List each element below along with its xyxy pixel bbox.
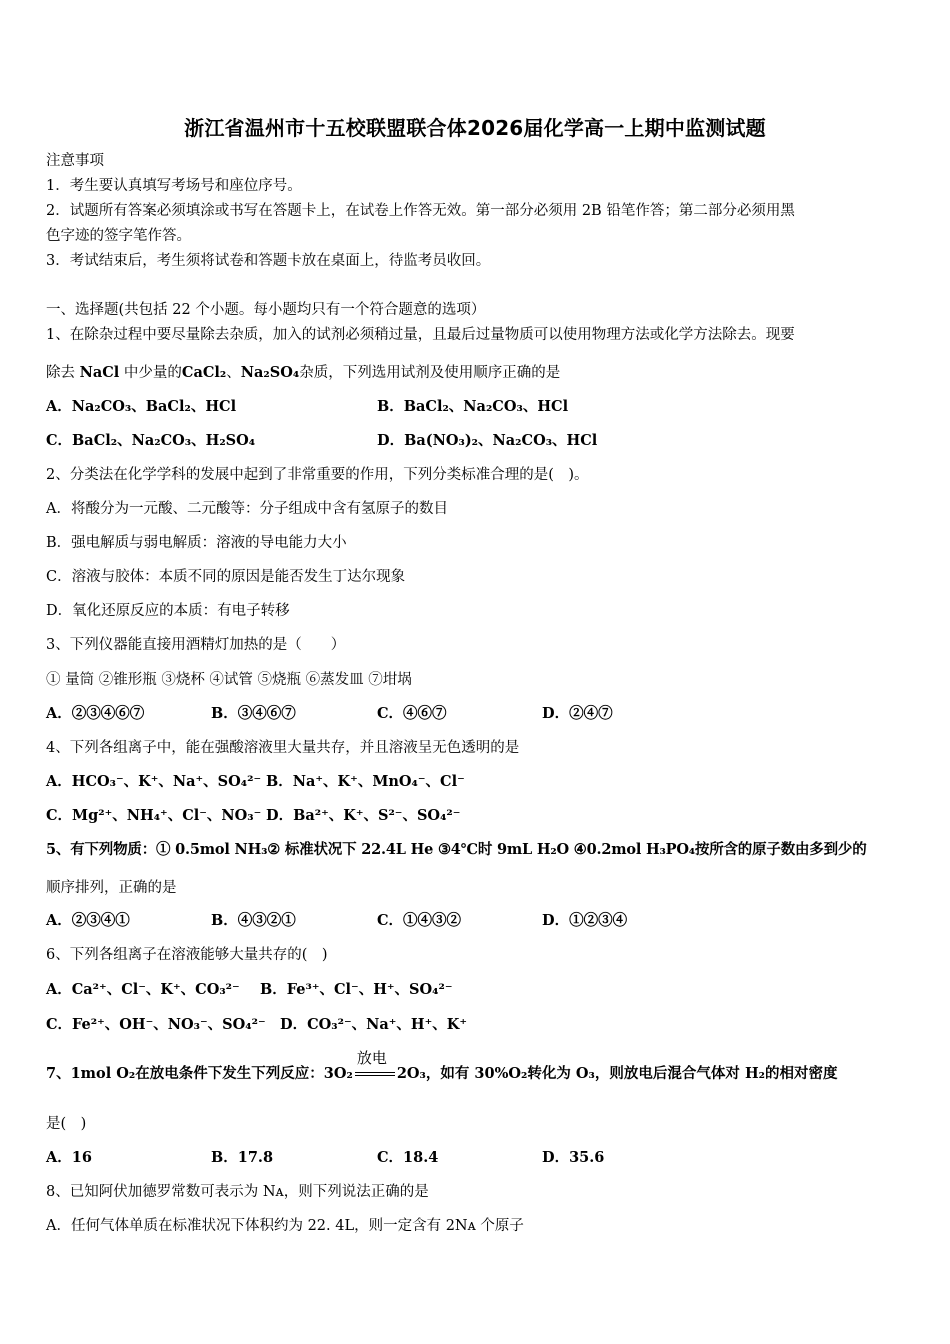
q1-stem-a: 1、在除杂过程中要尽量除去杂质，加入的试剂必须稍过量，且最后过量物质可以使用物理方法或化学方法除去。现要 bbox=[46, 327, 795, 343]
q5-option-b: B．④③②① bbox=[211, 912, 296, 929]
note-2b: 色字迹的签字笔作答。 bbox=[46, 228, 191, 244]
q7-option-d: D．35.6 bbox=[542, 1149, 605, 1166]
q3-option-a: A．②③④⑥⑦ bbox=[46, 705, 145, 722]
q4-option-b: B．Na⁺、K⁺、MnO₄⁻、Cl⁻ bbox=[266, 773, 465, 790]
q8-option-a: A．任何气体单质在标准状况下体积约为 22. 4L，则一定含有 2Nᴀ 个原子 bbox=[46, 1218, 524, 1234]
q4-option-c: C．Mg²⁺、NH₄⁺、Cl⁻、NO₃⁻ bbox=[46, 807, 262, 824]
q7-option-c: C．18.4 bbox=[377, 1149, 439, 1166]
q2-option-c: C．溶液与胶体：本质不同的原因是能否发生丁达尔现象 bbox=[46, 569, 406, 585]
q6-option-b: B．Fe³⁺、Cl⁻、H⁺、SO₄²⁻ bbox=[260, 981, 453, 998]
q8-stem: 8、已知阿伏加德罗常数可表示为 Nᴀ，则下列说法正确的是 bbox=[46, 1184, 429, 1200]
notes-heading: 注意事项 bbox=[46, 153, 104, 169]
formula-na2so4: Na₂SO₄ bbox=[240, 364, 300, 381]
q1-stem-b-mid2: 杂质，下列选用试剂及使用顺序正确的是 bbox=[299, 365, 561, 381]
formula-nacl: NaCl bbox=[79, 364, 120, 381]
q7-stem-post: 2O₃，如有 30%O₂转化为 O₃，则放电后混合气体对 H₂的相对密度 bbox=[396, 1065, 838, 1082]
q3-option-c: C．④⑥⑦ bbox=[377, 705, 447, 722]
page-title: 浙江省温州市十五校联盟联合体2026届化学高一上期中监测试题 bbox=[184, 116, 766, 140]
formula-cacl2: CaCl₂ bbox=[181, 364, 227, 381]
q1-option-d: D．Ba(NO₃)₂、Na₂CO₃、HCl bbox=[377, 432, 598, 449]
q4-option-d: D．Ba²⁺、K⁺、S²⁻、SO₄²⁻ bbox=[266, 807, 461, 824]
discharge-label: 放电 bbox=[356, 1049, 387, 1067]
note-1: 1．考生要认真填写考场号和座位序号。 bbox=[46, 178, 302, 194]
q1-option-a: A．Na₂CO₃、BaCl₂、HCl bbox=[46, 398, 237, 415]
arrow-line-1 bbox=[355, 1072, 395, 1073]
q7-stem-pre: 7、1mol O₂在放电条件下发生下列反应：3O₂ bbox=[46, 1065, 353, 1082]
q5-option-a: A．②③④① bbox=[46, 912, 130, 929]
q5-stem-a: 5、有下列物质：① 0.5mol NH₃② 标准状况下 22.4L He ③4℃时 9mL H₂O ④0.2mol H₃PO₄按所含的原子数由多到少的 bbox=[46, 841, 867, 858]
q3-items: ① 量筒 ②锥形瓶 ③烧杯 ④试管 ⑤烧瓶 ⑥蒸发皿 ⑦坩埚 bbox=[46, 672, 412, 688]
q6-option-d: D．CO₃²⁻、Na⁺、H⁺、K⁺ bbox=[280, 1016, 468, 1033]
q7-option-b: B．17.8 bbox=[211, 1149, 274, 1166]
q4-option-a: A．HCO₃⁻、K⁺、Na⁺、SO₄²⁻ bbox=[46, 773, 262, 790]
arrow-line-2 bbox=[355, 1075, 395, 1076]
q2-stem: 2、分类法在化学学科的发展中起到了非常重要的作用，下列分类标准合理的是( )。 bbox=[46, 467, 589, 483]
q6-option-c: C．Fe²⁺、OH⁻、NO₃⁻、SO₄²⁻ bbox=[46, 1016, 266, 1033]
q1-option-b: B．BaCl₂、Na₂CO₃、HCl bbox=[377, 398, 569, 415]
note-2a: 2．试题所有答案必须填涂或书写在答题卡上，在试卷上作答无效。第一部分必须用 2B 铅笔作答；第二部分必须用黑 bbox=[46, 203, 795, 219]
q1-stem-b: 除去 NaCl 中少量的CaCl₂、Na₂SO₄杂质，下列选用试剂及使用顺序正确的是 bbox=[46, 364, 561, 381]
q5-option-d: D．①②③④ bbox=[542, 912, 628, 929]
q7-stem-b: 是( ) bbox=[46, 1116, 87, 1132]
q1-stem-b-mid1: 中少量的 bbox=[123, 365, 182, 381]
note-3: 3．考试结束后，考生须将试卷和答题卡放在桌面上，待监考员收回。 bbox=[46, 253, 491, 269]
q6-stem: 6、下列各组离子在溶液能够大量共存的( ) bbox=[46, 947, 328, 963]
q3-option-d: D．②④⑦ bbox=[542, 705, 613, 722]
q6-option-a: A．Ca²⁺、Cl⁻、K⁺、CO₃²⁻ bbox=[46, 981, 240, 998]
q5-option-c: C．①④③② bbox=[377, 912, 462, 929]
q3-option-b: B．③④⑥⑦ bbox=[211, 705, 296, 722]
section-heading: 一、选择题(共包括 22 个小题。每小题均只有一个符合题意的选项） bbox=[46, 302, 486, 318]
q3-stem: 3、下列仪器能直接用酒精灯加热的是（ ） bbox=[46, 637, 346, 653]
q2-option-a: A．将酸分为一元酸、二元酸等：分子组成中含有氢原子的数目 bbox=[46, 501, 448, 517]
q2-option-d: D．氧化还原反应的本质：有电子转移 bbox=[46, 603, 290, 619]
q5-stem-b: 顺序排列，正确的是 bbox=[46, 880, 177, 896]
discharge-arrow bbox=[353, 1049, 397, 1084]
q7-option-a: A．16 bbox=[46, 1149, 92, 1166]
q2-option-b: B．强电解质与弱电解质：溶液的导电能力大小 bbox=[46, 535, 347, 551]
q1-stem-b-pre: 除去 bbox=[46, 365, 75, 381]
q1-option-c: C．BaCl₂、Na₂CO₃、H₂SO₄ bbox=[46, 432, 256, 449]
q4-stem: 4、下列各组离子中，能在强酸溶液里大量共存，并且溶液呈无色透明的是 bbox=[46, 740, 520, 756]
q7-stem bbox=[46, 1049, 838, 1084]
